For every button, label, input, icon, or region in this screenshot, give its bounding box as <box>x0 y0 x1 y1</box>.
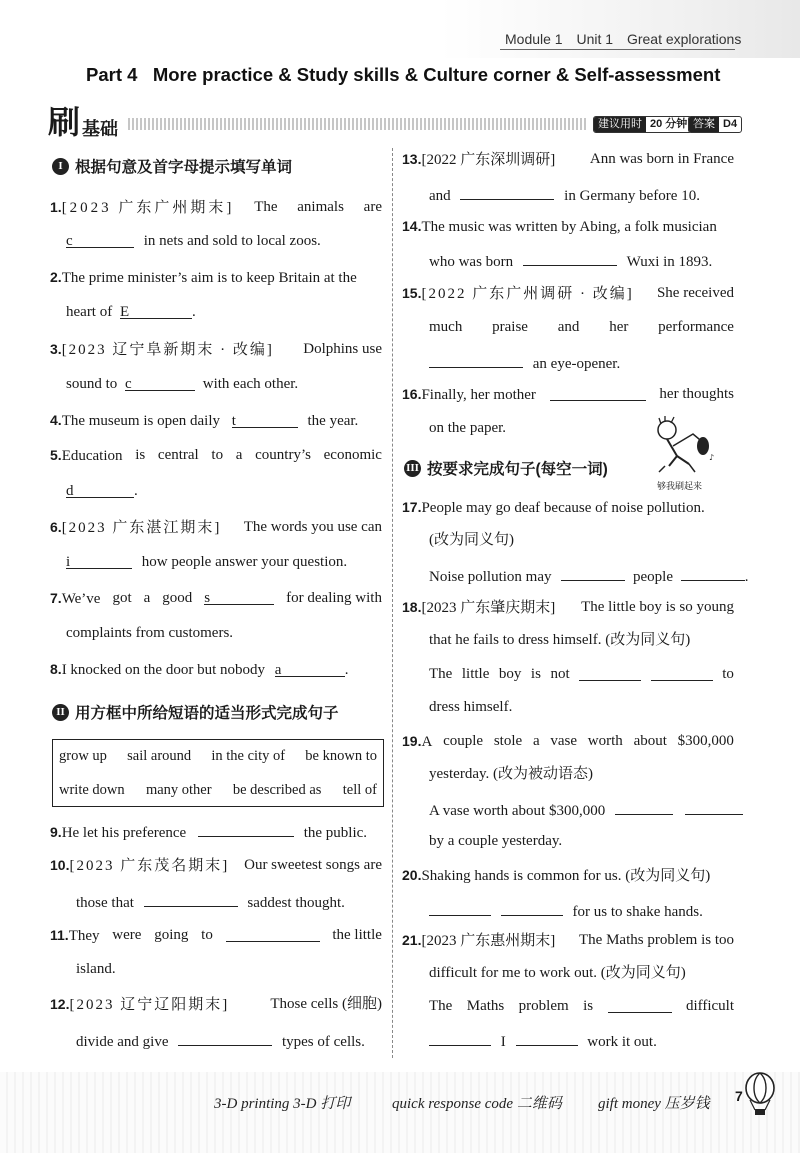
q5-word: is <box>135 447 146 463</box>
q15-rest: an eye-opener. <box>532 356 621 372</box>
question-7-line-1 <box>50 590 382 608</box>
q12-rest: types of cells. <box>281 1034 365 1050</box>
question-19-line-4: by a couple yesterday. <box>429 833 563 849</box>
q4-blank[interactable] <box>232 413 298 428</box>
question-17-line-1 <box>402 499 705 517</box>
q21-difficult: difficult <box>685 998 734 1014</box>
q16-number: 16. <box>402 386 422 402</box>
q6-source: [2023 广东湛江期末] <box>61 520 222 536</box>
question-2-line-1 <box>50 269 382 287</box>
q4-rest: the year. <box>307 413 359 429</box>
question-5-line-2 <box>66 483 138 500</box>
question-19-line-2: yesterday. (改为被动语态) <box>429 766 593 782</box>
shua-logo: 刷 <box>48 104 81 140</box>
q3-hint-letter: c <box>125 376 132 392</box>
phrase: be known to <box>305 748 377 764</box>
q4-hint-letter: t <box>231 413 236 429</box>
question-12-line-1 <box>50 996 382 1014</box>
hot-air-balloon-icon <box>742 1072 778 1121</box>
q2-text: The prime minister’s aim is to keep Britain at the <box>61 270 357 286</box>
question-18-line-4: dress himself. <box>429 699 513 715</box>
q4-pre: The museum is open daily <box>61 413 220 429</box>
question-12-line-2 <box>76 1031 365 1051</box>
question-19-line-3 <box>429 800 743 820</box>
q18-word: The <box>429 666 453 682</box>
q20-blank-1[interactable] <box>429 901 491 916</box>
q21-word: Maths <box>466 998 505 1014</box>
phrase: tell of <box>342 782 377 798</box>
q18-source: [2023 广东肇庆期末] <box>421 600 556 616</box>
q13-number: 13. <box>402 151 422 167</box>
q9-rest: the public. <box>303 825 368 841</box>
module-info <box>505 31 751 47</box>
q19-word: about <box>633 733 667 749</box>
q19-pre: A vase worth about $300,000 <box>429 803 606 819</box>
phrase-row-2 <box>59 782 377 799</box>
answer-label: 答案 <box>689 117 719 132</box>
q1-source: [2023 广东广州期末] <box>61 200 235 216</box>
question-17-line-3 <box>429 566 748 586</box>
question-14-line-2 <box>429 251 712 271</box>
question-14-line-1 <box>402 218 717 236</box>
section-2-title: 用方框中所给短语的适当形式完成句子 <box>75 705 339 722</box>
q19-word: stole <box>493 733 523 749</box>
q18-word: not <box>550 666 570 682</box>
q11-word: to <box>201 927 213 943</box>
q21-word: is <box>583 998 594 1014</box>
q17-number: 17. <box>402 499 422 515</box>
question-7-line-2: complaints from customers. <box>66 625 234 641</box>
footer-vocab-3: gift money 压岁钱 <box>598 1096 710 1112</box>
q1-word: The <box>254 199 278 215</box>
q6-rest: how people answer your question. <box>141 554 348 570</box>
q10-number: 10. <box>50 857 70 873</box>
q8-number: 8. <box>50 661 62 677</box>
q1-word: animals <box>297 199 344 215</box>
question-21-line-2: difficult for me to work out. (改为同义句) <box>429 965 686 981</box>
q3-tail: Dolphins use <box>303 341 382 357</box>
section-2-heading <box>52 701 339 723</box>
q15-word: performance <box>658 319 734 335</box>
question-1-line-1 <box>50 199 382 217</box>
q18-blank-2[interactable] <box>651 666 713 681</box>
q6-hint-letter: i <box>66 554 71 570</box>
q20-rest: for us to shake hands. <box>572 904 703 920</box>
q13-pre: and <box>429 188 451 204</box>
mascot-caption: 够我刷起来 <box>657 481 703 491</box>
header-rule <box>500 49 735 50</box>
q8-end: . <box>344 662 349 678</box>
question-9 <box>50 822 367 842</box>
page-title: Part 4 More practice & Study skills & Culture corner & Self-assessment <box>86 64 721 85</box>
q20-blank-2[interactable] <box>501 901 563 916</box>
q19-number: 19. <box>402 733 422 749</box>
q21-i: I <box>500 1034 506 1050</box>
q1-blank[interactable] <box>66 233 134 248</box>
q5-end: . <box>134 483 138 499</box>
phrase: be described as <box>232 782 322 798</box>
question-2-line-2 <box>66 304 196 321</box>
q21-blank-3[interactable] <box>516 1031 578 1046</box>
phrase: grow up <box>59 748 107 764</box>
phrase-box <box>52 739 384 807</box>
q10-rest: saddest thought. <box>247 895 345 911</box>
q5-number: 5. <box>50 447 62 463</box>
q19-word: couple <box>443 733 484 749</box>
q12-blank[interactable] <box>178 1031 272 1046</box>
mascot-figure-icon <box>647 416 727 478</box>
q11-number: 11. <box>50 927 69 943</box>
time-label: 建议用时 <box>594 117 646 132</box>
q11-word: going <box>154 927 189 943</box>
phrase-row-1 <box>59 748 377 765</box>
q17-text: People may go deaf because of noise pollution. <box>421 500 705 516</box>
q18-word: is <box>530 666 541 682</box>
q14-number: 14. <box>402 218 422 234</box>
dotted-banner <box>128 118 588 130</box>
section-2-number: II <box>52 704 69 721</box>
unit-label: Unit 1 <box>576 31 614 47</box>
q14-blank[interactable] <box>523 251 617 266</box>
question-15-line-3 <box>429 353 620 373</box>
q5-hint-letter: d <box>66 483 74 499</box>
q2-end: . <box>191 304 196 320</box>
q3-blank[interactable] <box>125 376 195 391</box>
q18-word: little <box>461 666 490 682</box>
question-3-line-1 <box>50 341 382 359</box>
q7-word: got <box>112 590 132 606</box>
footer-vocab-2: quick response code 二维码 <box>392 1096 562 1112</box>
question-8 <box>50 661 349 679</box>
section-3-number: III <box>404 460 421 477</box>
answer-page: D4 <box>723 118 738 130</box>
unit-title: Great explorations <box>626 31 742 47</box>
q1-rest: in nets and sold to local zoos. <box>143 233 321 249</box>
question-15-line-2 <box>429 319 734 336</box>
question-10-line-2 <box>76 892 345 912</box>
q1-hint-letter: c <box>66 233 73 249</box>
q15-word: praise <box>492 319 528 335</box>
q13-rest: in Germany before 10. <box>564 188 700 204</box>
jichu-label: 基础 <box>82 119 118 139</box>
q5-word: to <box>211 447 224 463</box>
q20-number: 20. <box>402 867 422 883</box>
question-11-line-2: island. <box>76 961 116 977</box>
q13-tail: Ann was born in France <box>589 151 734 167</box>
q17-pre: Noise pollution may <box>429 569 552 585</box>
q11-tail: the little <box>332 927 382 943</box>
svg-text:♪: ♪ <box>709 453 715 462</box>
q11-blank[interactable] <box>226 927 320 942</box>
question-13-line-1 <box>402 151 734 169</box>
q12-number: 12. <box>50 996 70 1012</box>
phrase: many other <box>145 782 212 798</box>
question-6-line-1 <box>50 519 382 537</box>
phrase: write down <box>59 782 125 798</box>
question-13-line-2 <box>429 185 700 205</box>
q3-source: [2023 辽宁阜新期末 · 改编] <box>61 342 274 358</box>
q3-rest: with each other. <box>202 376 299 392</box>
q9-blank[interactable] <box>198 822 294 837</box>
question-20-line-2 <box>429 901 703 921</box>
phrase: in the city of <box>211 748 286 764</box>
q18-tail: The little boy is so young <box>581 599 734 615</box>
answer-page-badge <box>688 116 742 133</box>
question-21-line-1 <box>402 932 734 950</box>
q21-word: The <box>429 998 453 1014</box>
question-21-line-4 <box>429 1031 657 1051</box>
q8-hint-letter: a <box>274 662 282 678</box>
q5-word: a <box>235 447 243 463</box>
q16-pre: Finally, her mother <box>421 387 536 403</box>
q7-blank[interactable] <box>204 590 274 605</box>
q20-text: Shaking hands is common for us. (改为同义句) <box>421 868 711 884</box>
q21-blank-2[interactable] <box>429 1031 491 1046</box>
q21-rest: work it out. <box>587 1034 657 1050</box>
q5-word: country’s <box>255 447 311 463</box>
q5-word: central <box>157 447 199 463</box>
q7-tail: for dealing with <box>286 590 382 606</box>
page-number: 7 <box>735 1088 743 1104</box>
suggested-time-badge <box>593 116 692 133</box>
q6-blank[interactable] <box>66 554 132 569</box>
mascot-illustration <box>647 416 727 492</box>
q21-source: [2023 广东惠州期末] <box>421 933 556 949</box>
q21-blank-1[interactable] <box>608 998 672 1013</box>
q21-word: problem <box>518 998 569 1014</box>
q5-word: Education <box>61 448 123 464</box>
question-16-line-1 <box>402 386 734 404</box>
q5-word: economic <box>323 447 382 463</box>
q7-number: 7. <box>50 590 62 606</box>
q18-blank-1[interactable] <box>579 666 641 681</box>
question-18-line-1 <box>402 599 734 617</box>
question-4 <box>50 412 358 430</box>
q15-word: and <box>557 319 580 335</box>
question-3-line-2 <box>66 376 298 393</box>
section-1-heading <box>52 155 292 177</box>
q16-tail: her thoughts <box>659 386 734 402</box>
question-11-line-1 <box>50 927 382 945</box>
column-divider <box>392 148 393 1058</box>
q12-tail: Those cells (细胞) <box>270 996 382 1012</box>
q2-number: 2. <box>50 269 62 285</box>
question-5-line-1 <box>50 447 382 465</box>
q15-word: much <box>429 319 463 335</box>
q15-tail: She received <box>656 285 734 301</box>
q18-to: to <box>722 666 734 682</box>
q11-word: They <box>68 928 100 944</box>
q1-word: are <box>363 199 382 215</box>
q21-tail: The Maths problem is too <box>579 932 734 948</box>
q13-blank[interactable] <box>460 185 554 200</box>
footer-vocab-1: 3-D printing 3-D 打印 <box>214 1096 351 1112</box>
q6-number: 6. <box>50 519 62 535</box>
q19-blank-2[interactable] <box>685 800 743 815</box>
q17-end: . <box>744 569 749 585</box>
q9-number: 9. <box>50 824 62 840</box>
q7-word: a <box>143 590 151 606</box>
question-20-line-1 <box>402 867 710 885</box>
q17-mid: people <box>633 569 673 585</box>
q11-word: were <box>112 927 142 943</box>
q8-blank[interactable] <box>275 662 345 677</box>
time-value: 20 分钟 <box>650 118 688 130</box>
q19-word: a <box>532 733 540 749</box>
q19-blank-1[interactable] <box>615 800 673 815</box>
question-15-line-1 <box>402 285 734 303</box>
q19-word: A <box>421 734 433 750</box>
q14-pre: who was born <box>429 254 514 270</box>
q14-rest: Wuxi in 1893. <box>626 254 713 270</box>
q17-blank-2[interactable] <box>681 566 745 581</box>
q19-word: $300,000 <box>677 733 734 749</box>
section-1-title: 根据句意及首字母提示填写单词 <box>75 159 293 176</box>
q12-source: [2023 辽宁辽阳期末] <box>69 997 230 1013</box>
question-18-line-2: that he fails to dress himself. (改为同义句) <box>429 632 691 648</box>
q8-pre: I knocked on the door but nobody <box>61 662 265 678</box>
q18-number: 18. <box>402 599 422 615</box>
q15-number: 15. <box>402 285 422 301</box>
q15-blank[interactable] <box>429 353 523 368</box>
q4-number: 4. <box>50 412 62 428</box>
question-21-line-3 <box>429 998 734 1015</box>
q1-number: 1. <box>50 199 62 215</box>
q10-blank[interactable] <box>144 892 238 907</box>
section-3-title: 按要求完成句子(每空一词) <box>427 461 608 478</box>
q15-source: [2022 广东广州调研 · 改编] <box>421 286 634 302</box>
question-6-line-2 <box>66 554 347 571</box>
q17-blank-1[interactable] <box>561 566 625 581</box>
q16-blank[interactable] <box>550 386 646 401</box>
section-1-number: I <box>52 158 69 175</box>
section-3-heading <box>404 457 608 479</box>
q10-tail: Our sweetest songs are <box>244 857 382 873</box>
question-16-line-2: on the paper. <box>429 420 507 436</box>
q5-blank[interactable] <box>66 483 134 498</box>
q6-tail: The words you use can <box>243 519 382 535</box>
phrase: sail around <box>127 748 192 764</box>
q2-hint-letter: E <box>119 304 130 320</box>
q2-pre: heart of <box>66 304 113 320</box>
q19-word: worth <box>587 733 623 749</box>
question-17-note: (改为同义句) <box>429 532 514 548</box>
q7-word: We’ve <box>61 591 101 607</box>
q21-number: 21. <box>402 932 422 948</box>
q12-pre: divide and give <box>76 1034 169 1050</box>
q7-word: good <box>162 590 193 606</box>
q15-word: her <box>609 319 629 335</box>
q3-number: 3. <box>50 341 62 357</box>
q2-blank[interactable] <box>120 304 192 319</box>
question-19-line-1 <box>402 733 734 751</box>
q13-source: [2022 广东深圳调研] <box>421 152 556 168</box>
q14-text: The music was written by Abing, a folk musician <box>421 219 717 235</box>
q19-word: vase <box>550 733 578 749</box>
module-label: Module 1 <box>505 31 563 47</box>
q9-pre: He let his preference <box>61 825 187 841</box>
q10-source: [2023 广东茂名期末] <box>69 858 230 874</box>
q10-pre: those that <box>76 895 134 911</box>
question-1-line-2 <box>66 233 321 250</box>
question-10-line-1 <box>50 857 382 875</box>
q18-word: boy <box>498 666 522 682</box>
q3-pre: sound to <box>66 376 118 392</box>
question-18-line-3 <box>429 666 734 683</box>
q7-hint-letter: s <box>204 590 211 606</box>
